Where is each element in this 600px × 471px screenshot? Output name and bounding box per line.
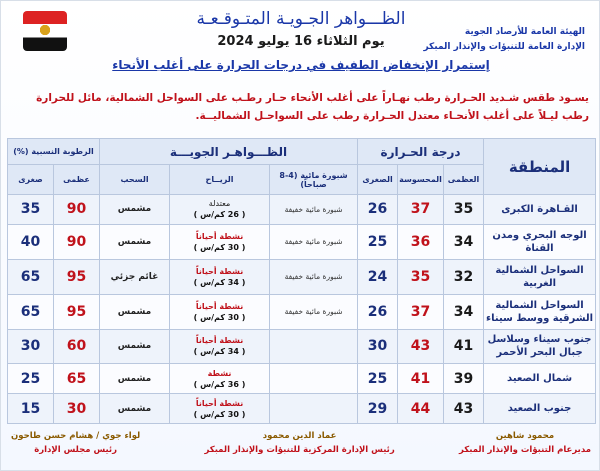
header-wind: الريــاح bbox=[170, 165, 270, 195]
cloud-cell: مشمس bbox=[100, 294, 170, 329]
cloud-cell: مشمس bbox=[100, 195, 170, 225]
wind-state: نشطة أحياناً bbox=[195, 398, 244, 408]
cloud-cell: مشمس bbox=[100, 364, 170, 394]
feels-like-temp: 37 bbox=[398, 195, 444, 225]
region-name: السواحل الشمالية الغربية bbox=[484, 259, 596, 294]
table-row bbox=[8, 329, 596, 364]
rh-max: 95 bbox=[54, 259, 100, 294]
wind-speed: ( 30 كم/س ) bbox=[193, 312, 246, 322]
fog-cell: شبورة مائية خفيفة bbox=[270, 294, 358, 329]
fog-cell: شبورة مائية خفيفة bbox=[270, 224, 358, 259]
wind-speed: ( 30 كم/س ) bbox=[193, 409, 246, 419]
forecast-rows bbox=[8, 195, 596, 424]
region-name: شمال الصعيد bbox=[484, 364, 596, 394]
signatures bbox=[11, 429, 591, 457]
max-temp: 43 bbox=[444, 394, 484, 424]
feels-like-temp: 37 bbox=[398, 294, 444, 329]
rh-min: 65 bbox=[8, 259, 54, 294]
rh-max: 90 bbox=[54, 224, 100, 259]
wind-speed: ( 36 كم/س ) bbox=[193, 379, 246, 389]
wind-state: نشطة أحياناً bbox=[195, 266, 244, 276]
rh-min: 65 bbox=[8, 294, 54, 329]
fog-cell: شبورة مائية خفيفة bbox=[270, 195, 358, 225]
wind-state: نشطة أحياناً bbox=[195, 336, 244, 346]
header-feels-like: المحسوسة bbox=[398, 165, 444, 195]
cloud-cell: مشمس bbox=[100, 329, 170, 364]
feels-like-temp: 44 bbox=[398, 394, 444, 424]
feels-like-temp: 35 bbox=[398, 259, 444, 294]
region-name: القـاهرة الكبرى bbox=[484, 195, 596, 225]
wind-state: معتدلة bbox=[208, 199, 231, 209]
header-relative-humidity: الرطوبة النسبية (%) bbox=[8, 139, 100, 165]
wind-cell bbox=[170, 294, 270, 329]
fog-cell bbox=[270, 329, 358, 364]
table-row bbox=[8, 294, 596, 329]
wind-state: نشطة أحياناً bbox=[195, 231, 244, 241]
fog-cell bbox=[270, 364, 358, 394]
rh-max: 30 bbox=[54, 394, 100, 424]
wind-cell bbox=[170, 224, 270, 259]
wind-speed: ( 26 كم/س ) bbox=[193, 210, 246, 220]
header-weather-phenomena: الظـــواهـر الجويـــة bbox=[100, 139, 358, 165]
table-row bbox=[8, 259, 596, 294]
signature-block bbox=[459, 429, 591, 457]
table-row bbox=[8, 364, 596, 394]
fog-cell bbox=[270, 394, 358, 424]
feels-like-temp: 43 bbox=[398, 329, 444, 364]
org-department: الإدارة العامة للتنبؤات والإنذار المبكر bbox=[423, 42, 585, 52]
rh-max: 65 bbox=[54, 364, 100, 394]
header-min-temp: الصغرى bbox=[358, 165, 398, 195]
table-row bbox=[8, 394, 596, 424]
table-row bbox=[8, 195, 596, 225]
feels-like-temp: 41 bbox=[398, 364, 444, 394]
signer-name: عماد الدين محمود bbox=[262, 431, 337, 441]
wind-state: نشطة bbox=[207, 368, 232, 378]
bulletin-subtitle: إستمرار الإنخفاض الطفيف في درجات الحرارة على أغلب الأنحاء bbox=[112, 58, 490, 72]
header-clouds: السحب bbox=[100, 165, 170, 195]
rh-max: 60 bbox=[54, 329, 100, 364]
signer-role: رئيس الإدارة المركزية للتنبؤات والإنذار المبكر bbox=[204, 445, 395, 455]
rh-max: 90 bbox=[54, 195, 100, 225]
signer-role: مديرعام التنبؤات والإنذار المبكر bbox=[459, 445, 591, 455]
min-temp: 30 bbox=[358, 329, 398, 364]
wind-cell bbox=[170, 329, 270, 364]
feels-like-temp: 36 bbox=[398, 224, 444, 259]
cloud-cell: مشمس bbox=[100, 224, 170, 259]
wind-cell bbox=[170, 259, 270, 294]
header-temperature: درجة الحـرارة bbox=[358, 139, 484, 165]
wind-speed: ( 34 كم/س ) bbox=[193, 277, 246, 287]
signature-block bbox=[204, 429, 394, 457]
bulletin-title: الظـــواهر الجـويـة المتـوقـعـة bbox=[196, 9, 406, 29]
region-name: السواحل الشمالية الشرقية ووسط سيناء bbox=[484, 294, 596, 329]
min-temp: 25 bbox=[358, 224, 398, 259]
bulletin-date: يوم الثلاثاء 16 يوليو 2024 bbox=[217, 34, 385, 49]
fog-cell: شبورة مائية خفيفة bbox=[270, 259, 358, 294]
max-temp: 34 bbox=[444, 294, 484, 329]
header-max-temp: العظمى bbox=[444, 165, 484, 195]
region-name: جنوب سيناء وسلاسل جبال البحر الأحمر bbox=[484, 329, 596, 364]
max-temp: 32 bbox=[444, 259, 484, 294]
min-temp: 24 bbox=[358, 259, 398, 294]
wind-state: نشطة أحياناً bbox=[195, 301, 244, 311]
signer-role: رئيس مجلس الإدارة bbox=[34, 445, 118, 455]
wind-speed: ( 34 كم/س ) bbox=[193, 347, 246, 357]
signer-name: لواء جوي / هشام حسن طاحون bbox=[11, 431, 141, 441]
max-temp: 41 bbox=[444, 329, 484, 364]
rh-min: 40 bbox=[8, 224, 54, 259]
wind-cell bbox=[170, 394, 270, 424]
weather-summary: يسـود طقس شـديد الحـرارة رطب نهـاراً على أغلب الأنحاء حـار رطـب على السواحل الشمالية، مائل للحرارة رطب ليـلاً على أغلب الأنحـاء معتدل الحـرارة رطب على السواحـل الشماليــة. bbox=[36, 92, 589, 122]
forecast-table bbox=[7, 138, 596, 424]
rh-min: 35 bbox=[8, 195, 54, 225]
min-temp: 26 bbox=[358, 294, 398, 329]
min-temp: 29 bbox=[358, 394, 398, 424]
region-name: جنوب الصعيد bbox=[484, 394, 596, 424]
signature-block bbox=[11, 429, 140, 457]
wind-cell bbox=[170, 364, 270, 394]
rh-max: 95 bbox=[54, 294, 100, 329]
max-temp: 35 bbox=[444, 195, 484, 225]
cloud-cell: غائم جزئي bbox=[100, 259, 170, 294]
min-temp: 26 bbox=[358, 195, 398, 225]
org-name: الهيئة العامة للأرصاد الجوية bbox=[464, 27, 585, 37]
header-rh-max: عظمى bbox=[54, 165, 100, 195]
rh-min: 15 bbox=[8, 394, 54, 424]
table-row bbox=[8, 224, 596, 259]
wind-speed: ( 30 كم/س ) bbox=[193, 242, 246, 252]
rh-min: 30 bbox=[8, 329, 54, 364]
max-temp: 39 bbox=[444, 364, 484, 394]
max-temp: 34 bbox=[444, 224, 484, 259]
cloud-cell: مشمس bbox=[100, 394, 170, 424]
rh-min: 25 bbox=[8, 364, 54, 394]
header-fog: شبورة مائية (4-8 صباحاً) bbox=[270, 165, 358, 195]
min-temp: 25 bbox=[358, 364, 398, 394]
header-region: المنطقة bbox=[484, 139, 596, 195]
ema-logo-icon bbox=[23, 11, 67, 51]
header-rh-min: صغرى bbox=[8, 165, 54, 195]
wind-cell bbox=[170, 195, 270, 225]
region-name: الوجه البحري ومدن القناة bbox=[484, 224, 596, 259]
signer-name: محمود شاهين bbox=[495, 431, 555, 441]
